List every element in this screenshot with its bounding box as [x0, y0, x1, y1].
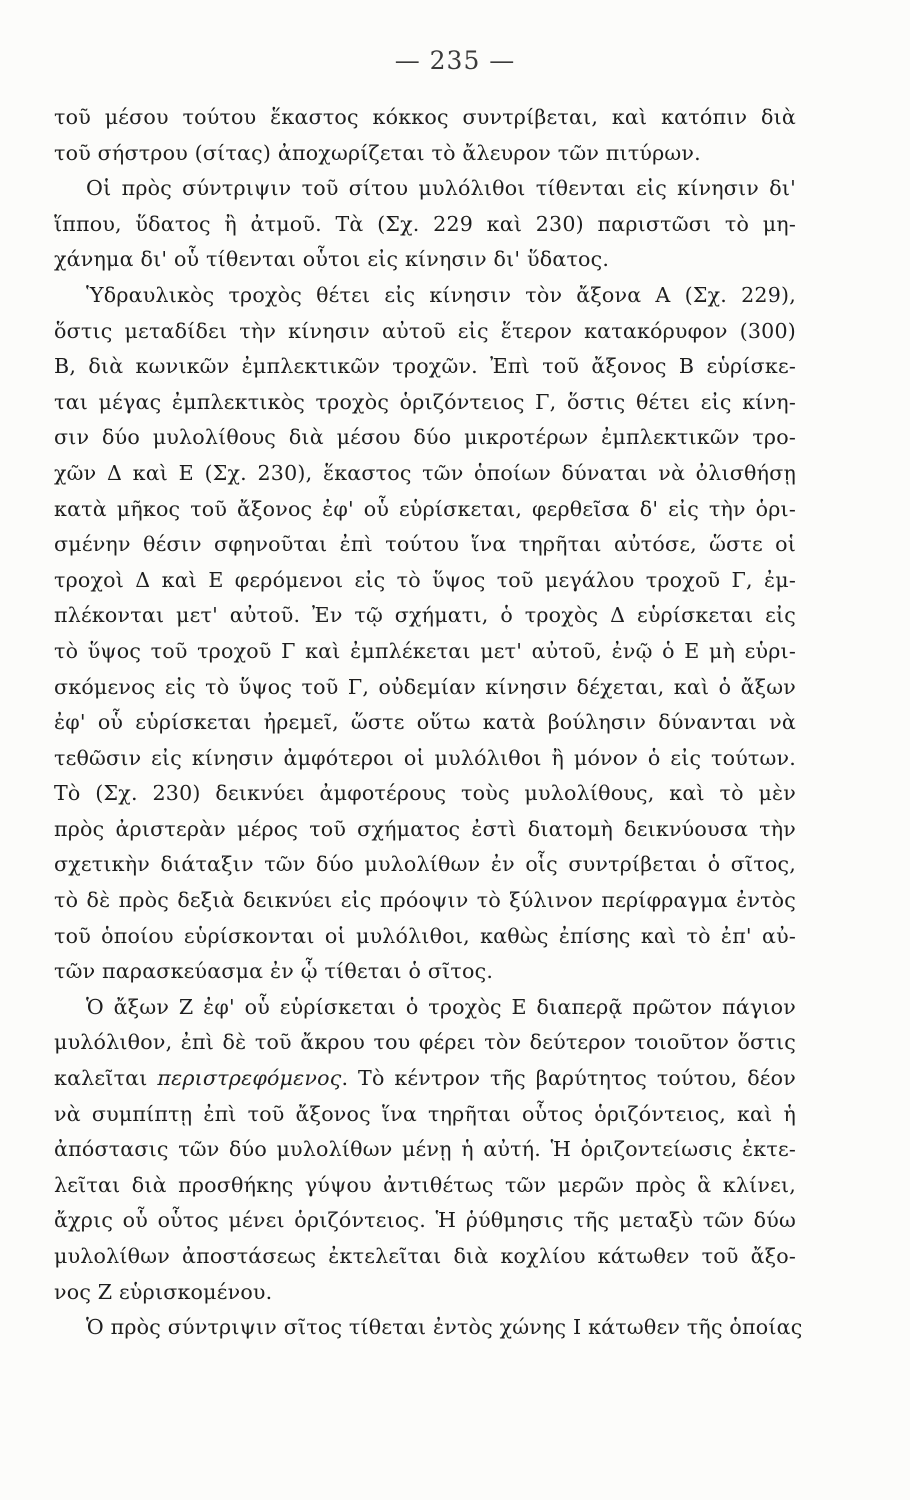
- text-line: [54, 171, 796, 207]
- text-line: [54, 1025, 796, 1061]
- text-line-content: σκόμενος εἰς τὸ ὕψος τοῦ Γ, οὐδεμίαν κίνησιν δέχεται, καὶ ὁ ἄξων: [54, 674, 796, 699]
- text-line: [54, 705, 796, 741]
- text-line-content: ἐφ' οὗ εὑρίσκεται ἠρεμεῖ, ὥστε οὕτω κατὰ βούλησιν δύνανται νὰ: [54, 710, 796, 735]
- text-line-content: ται μέγας ἐμπλεκτικὸς τροχὸς ὁριζόντειος Γ, ὅστις θέτει εἰς κίνη-: [54, 389, 796, 414]
- text-line: [54, 919, 796, 955]
- text-line: [54, 1168, 796, 1204]
- text-line: [54, 954, 796, 990]
- text-line-content: τοῦ ὁποίου εὑρίσκονται οἱ μυλόλιθοι, καθὼς ἐπίσης καὶ τὸ ἐπ' αὐ-: [54, 923, 796, 948]
- text-line-content: τῶν παρασκεύασμα ἐν ᾧ τίθεται ὁ σῖτος.: [54, 959, 494, 984]
- text-line-content: ὅστις μεταδίδει τὴν κίνησιν αὐτοῦ εἰς ἕτερον κατακόρυφον (300): [54, 318, 796, 343]
- text-line-content: τὸ δὲ πρὸς δεξιὰ δεικνύει εἰς πρόοψιν τὸ ξύλινον περίφραγμα ἐντὸς: [54, 888, 796, 913]
- text-line: [54, 1132, 796, 1168]
- text-line: [54, 1275, 796, 1311]
- text-line-content: λεῖται διὰ προσθήκης γύψου ἀντιθέτως τῶν μερῶν πρὸς ἃ κλίνει,: [54, 1172, 796, 1197]
- text-line-content: τεθῶσιν εἰς κίνησιν ἀμφότεροι οἱ μυλόλιθοι ἢ μόνον ὁ εἰς τούτων.: [54, 745, 796, 770]
- text-line: [54, 242, 796, 278]
- text-line-content: κατὰ μῆκος τοῦ ἄξονος ἐφ' οὗ εὑρίσκεται, φερθεῖσα δ' εἰς τὴν ὁρι-: [54, 496, 796, 521]
- italic-term: περιστρεφόμενος: [157, 1066, 342, 1091]
- text-line: [54, 812, 796, 848]
- text-line: [54, 349, 796, 385]
- text-line: [54, 100, 796, 136]
- text-line-content: χῶν Δ καὶ Ε (Σχ. 230), ἕκαστος τῶν ὁποίων δύναται νὰ ὀλισθήσῃ: [54, 460, 796, 485]
- text-line: [54, 670, 796, 706]
- text-line-content: μυλόλιθον, ἐπὶ δὲ τοῦ ἄκρου του φέρει τὸν δεύτερον τοιοῦτον ὅστις: [54, 1030, 796, 1055]
- text-line: [54, 492, 796, 528]
- text-line-content: Ὁ ἄξων Ζ ἐφ' οὗ εὑρίσκεται ὁ τροχὸς Ε διαπερᾷ πρῶτον πάγιον: [86, 994, 796, 1019]
- text-line: [54, 883, 796, 919]
- text-line: [54, 207, 796, 243]
- text-line-content: καλεῖται: [54, 1066, 158, 1091]
- text-line: [54, 456, 796, 492]
- text-line: [54, 1097, 796, 1133]
- text-line-content: τὸ ὕψος τοῦ τροχοῦ Γ καὶ ἐμπλέκεται μετ' αὐτοῦ, ἐνῷ ὁ Ε μὴ εὑρι-: [54, 638, 796, 663]
- text-line: [54, 1239, 796, 1275]
- text-line-content: πρὸς ἀριστερὰν μέρος τοῦ σχήματος ἐστὶ διατομὴ δεικνύουσα τὴν: [54, 816, 796, 841]
- text-line-content: πλέκονται μετ' αὐτοῦ. Ἐν τῷ σχήματι, ὁ τροχὸς Δ εὑρίσκεται εἰς: [54, 603, 796, 628]
- text-line-content: τοῦ σήστρου (σίτας) ἀποχωρίζεται τὸ ἄλευρον τῶν πιτύρων.: [54, 140, 701, 165]
- text-line: [54, 136, 796, 172]
- text-line: [54, 741, 796, 777]
- text-line-content: σμένην θέσιν σφηνοῦται ἐπὶ τούτου ἵνα τηρῆται αὐτόσε, ὥστε οἱ: [54, 532, 796, 557]
- text-line: [54, 420, 796, 456]
- text-line-content: Β, διὰ κωνικῶν ἐμπλεκτικῶν τροχῶν. Ἐπὶ τοῦ ἄξονος Β εὑρίσκε-: [54, 354, 796, 379]
- page-number: — 235 —: [394, 46, 516, 75]
- text-line-content: μυλολίθων ἀποστάσεως ἐκτελεῖται διὰ κοχλίου κάτωθεν τοῦ ἄξο-: [54, 1244, 796, 1268]
- text-line-content: Ὑδραυλικὸς τροχὸς θέτει εἰς κίνησιν τὸν ἄξονα Α (Σχ. 229),: [86, 282, 796, 307]
- text-line: [54, 776, 796, 812]
- text-line-content: Τὸ (Σχ. 230) δεικνύει ἀμφοτέρους τοὺς μυλολίθους, καὶ τὸ μὲν: [54, 781, 796, 806]
- text-line-content: σχετικὴν διάταξιν τῶν δύο μυλολίθων ἐν οἷς συντρίβεται ὁ σῖτος,: [54, 852, 796, 877]
- text-line: [54, 1203, 796, 1239]
- text-line-content: χάνημα δι' οὗ τίθενται οὗτοι εἰς κίνησιν δι' ὕδατος.: [54, 247, 610, 272]
- text-line-content: νος Ζ εὑρισκομένου.: [54, 1279, 273, 1304]
- text-line: [54, 598, 796, 634]
- text-line-continuation: . Τὸ κέντρον τῆς βαρύτητος τούτου, δέον: [341, 1066, 796, 1091]
- text-line: [54, 847, 796, 883]
- text-line: [54, 314, 796, 350]
- text-line-content: ἄχρις οὗ οὗτος μένει ὁριζόντειος. Ἡ ῥύθμησις τῆς μεταξὺ τῶν δύω: [54, 1208, 796, 1233]
- text-line: [54, 990, 796, 1026]
- text-line: [54, 1061, 796, 1097]
- text-line-content: σιν δύο μυλολίθους διὰ μέσου δύο μικροτέρων ἐμπλεκτικῶν τρο-: [54, 425, 796, 450]
- text-line: [54, 278, 796, 314]
- text-line-content: νὰ συμπίπτῃ ἐπὶ τοῦ ἄξονος ἵνα τηρῆται οὗτος ὁριζόντειος, καὶ ἡ: [54, 1101, 796, 1126]
- text-line-content: τοῦ μέσου τούτου ἕκαστος κόκκος συντρίβεται, καὶ κατόπιν διὰ: [54, 105, 796, 129]
- text-line: [54, 385, 796, 421]
- text-line: [54, 634, 796, 670]
- text-line: [54, 1310, 803, 1346]
- text-line-content: Ὁ πρὸς σύντριψιν σῖτος τίθεται ἐντὸς χώνης Ι κάτωθεν τῆς ὁποίας: [86, 1315, 803, 1340]
- text-line: [54, 527, 796, 563]
- text-line-content: Οἱ πρὸς σύντριψιν τοῦ σίτου μυλόλιθοι τίθενται εἰς κίνησιν δι': [86, 176, 796, 201]
- text-line-content: τροχοὶ Δ καὶ Ε φερόμενοι εἰς τὸ ὕψος τοῦ μεγάλου τροχοῦ Γ, ἐμ-: [54, 567, 796, 592]
- text-line-content: ἵππου, ὕδατος ἢ ἀτμοῦ. Τὰ (Σχ. 229 καὶ 230) παριστῶσι τὸ μη-: [54, 211, 796, 236]
- text-line: [54, 563, 796, 599]
- text-line-content: ἀπόστασις τῶν δύο μυλολίθων μένῃ ἡ αὐτή. Ἡ ὁριζοντείωσις ἐκτε-: [54, 1137, 796, 1162]
- body-text: [54, 100, 803, 1346]
